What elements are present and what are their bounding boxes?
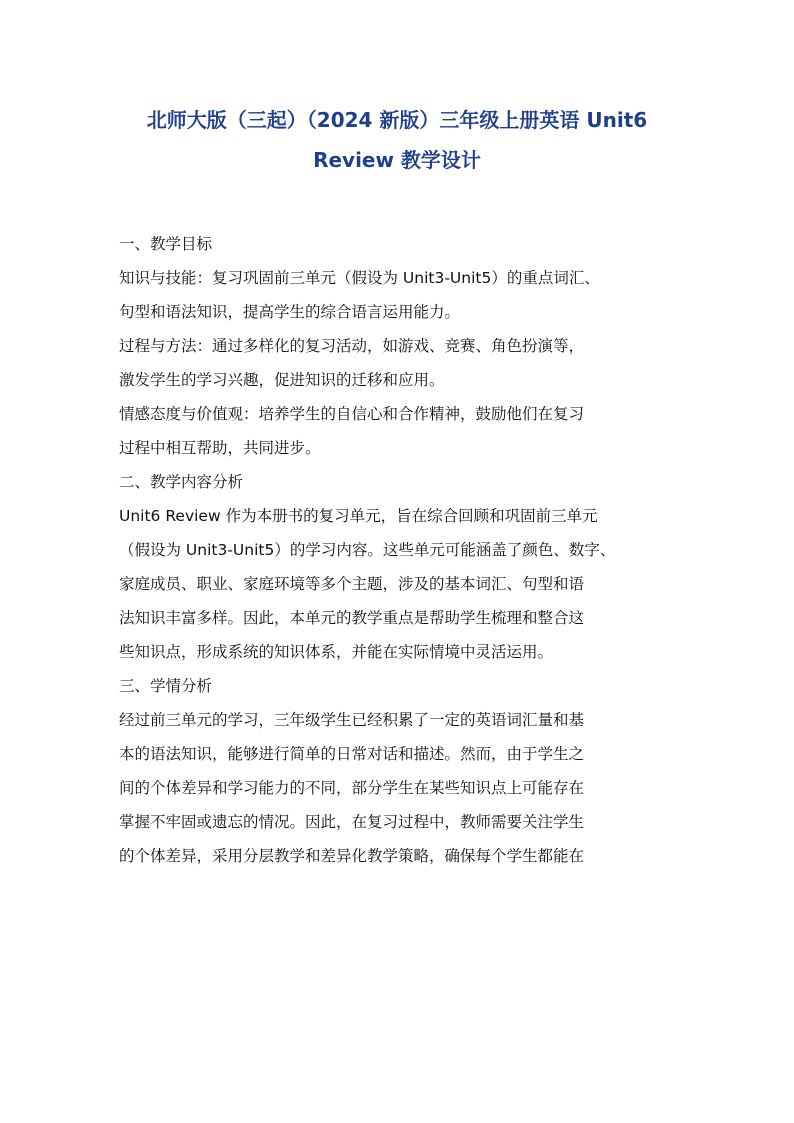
paragraph-line: 掌握不牢固或遗忘的情况。因此，在复习过程中，教师需要关注学生 (119, 813, 585, 831)
document-body (119, 227, 689, 873)
paragraph-line: 经过前三单元的学习，三年级学生已经积累了一定的英语词汇量和基 (119, 711, 585, 729)
document-title-line-2: Review 教学设计 (313, 148, 481, 172)
paragraph-line: 过程中相互帮助，共同进步。 (119, 439, 321, 457)
paragraph-line: 法知识丰富多样。因此，本单元的教学重点是帮助学生梳理和整合这 (119, 609, 585, 627)
paragraph-line: 情感态度与价值观：培养学生的自信心和合作精神，鼓励他们在复习 (119, 405, 585, 423)
paragraph-line: 句型和语法知识，提高学生的综合语言运用能力。 (119, 303, 461, 321)
paragraph-line: 间的个体差异和学习能力的不同，部分学生在某些知识点上可能存在 (119, 779, 585, 797)
paragraph-line: 些知识点，形成系统的知识体系，并能在实际情境中灵活运用。 (119, 643, 554, 661)
paragraph-line: 家庭成员、职业、家庭环境等多个主题，涉及的基本词汇、句型和语 (119, 575, 585, 593)
document-title-line-1: 北师大版（三起）（2024 新版）三年级上册英语 Unit6 (146, 108, 648, 132)
section-heading-content-analysis: 二、教学内容分析 (119, 473, 244, 491)
paragraph-line: 激发学生的学习兴趣，促进知识的迁移和应用。 (119, 371, 445, 389)
paragraph-line: 本的语法知识，能够进行简单的日常对话和描述。然而，由于学生之 (119, 745, 585, 763)
paragraph-line: （假设为 Unit3-Unit5）的学习内容。这些单元可能涵盖了颜色、数字、 (119, 541, 616, 559)
paragraph-line: 过程与方法：通过多样化的复习活动，如游戏、竞赛、角色扮演等， (119, 337, 585, 355)
paragraph-line: 的个体差异，采用分层教学和差异化教学策略，确保每个学生都能在 (119, 847, 585, 865)
section-heading-objectives: 一、教学目标 (119, 235, 213, 253)
paragraph-line: Unit6 Review 作为本册书的复习单元，旨在综合回顾和巩固前三单元 (119, 507, 598, 525)
paragraph-line: 知识与技能：复习巩固前三单元（假设为 Unit3-Unit5）的重点词汇、 (119, 269, 600, 287)
section-heading-student-analysis: 三、学情分析 (119, 677, 213, 695)
